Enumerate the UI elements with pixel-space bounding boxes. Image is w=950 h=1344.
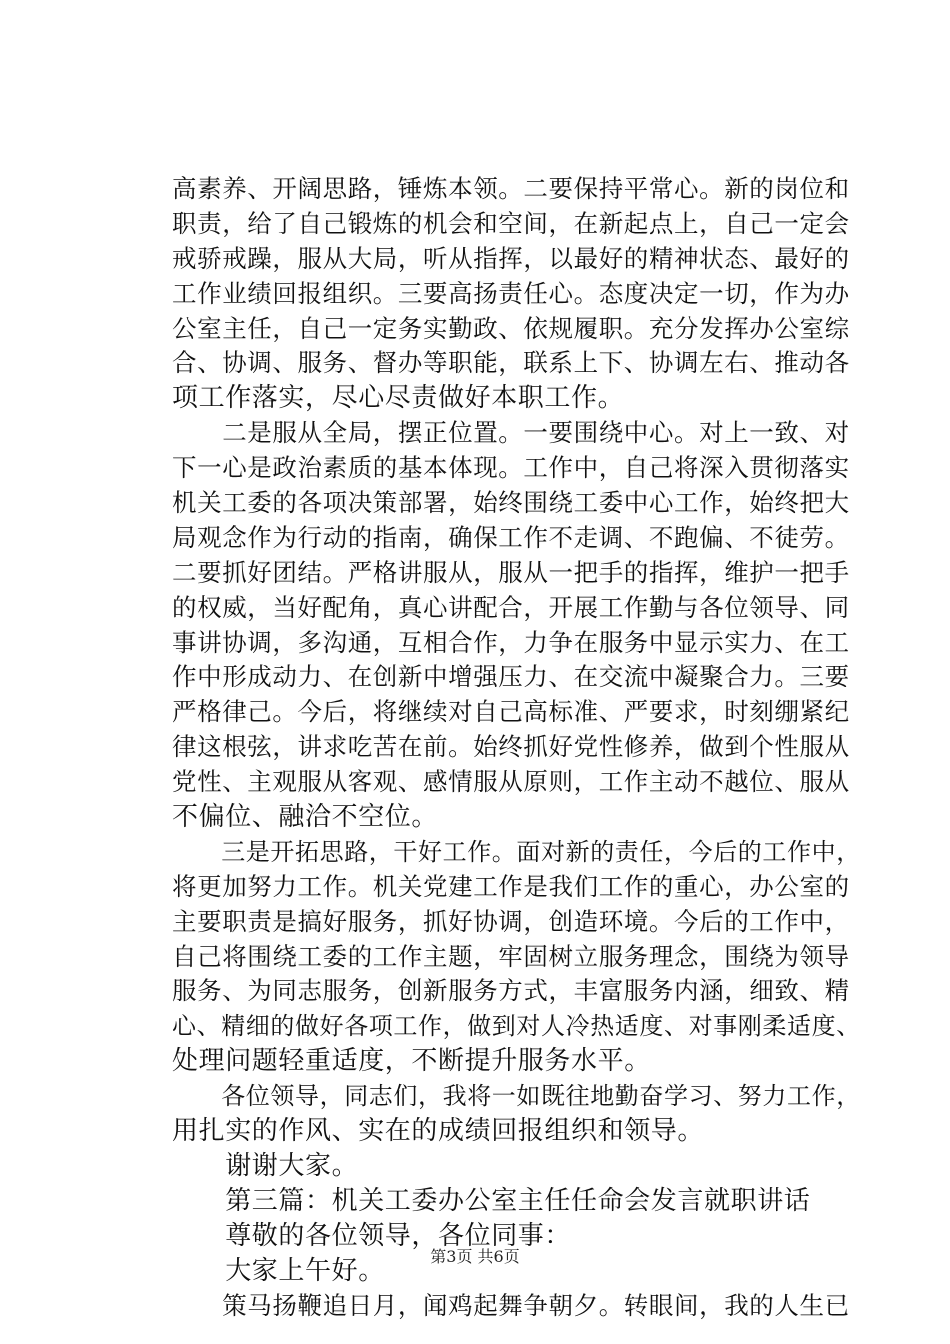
text-line: 党性、主观服从客观、感情服从原则，工作主动不越位、服从	[172, 767, 850, 797]
text-line: 心、精细的做好各项工作，做到对人冷热适度、对事刚柔适度、	[172, 1012, 861, 1041]
text-line: 严格律己。今后，将继续对自己高标准、严要求，时刻绷紧纪	[172, 697, 850, 727]
text-line: 的权威，当好配角，真心讲配合，开展工作勤与各位领导、同	[172, 592, 850, 622]
text-line: 高素养、开阔思路，锤炼本领。二要保持平常心。新的岗位和	[172, 174, 850, 203]
text-line: 三是开拓思路，干好工作。面对新的责任，今后的工作中，	[172, 837, 861, 866]
text-line: 主要职责是搞好服务，抓好协调，创造环境。今后的工作中，	[172, 906, 850, 936]
text-line: 职责，给了自己锻炼的机会和空间，在新起点上，自己一定会	[172, 208, 850, 238]
text-line: 机关工委的各项决策部署，始终围绕工委中心工作，始终把大	[172, 488, 850, 518]
text-line: 事讲协调，多沟通，互相合作，力争在服务中显示实力、在工	[172, 627, 850, 657]
text-line: 下一心是政治素质的基本体现。工作中，自己将深入贯彻落实	[172, 453, 850, 483]
text-line: 尊敬的各位领导，各位同事：	[172, 1220, 572, 1251]
text-line: 谢谢大家。	[172, 1150, 359, 1181]
section-heading: 第三篇：机关工委办公室主任任命会发言就职讲话	[172, 1185, 811, 1216]
text-line: 工作业绩回报组织。三要高扬责任心。态度决定一切，作为办	[172, 278, 850, 308]
text-line: 大家上午好。	[172, 1255, 385, 1286]
text-line: 律这根弦，讲求吃苦在前。始终抓好党性修养，做到个性服从	[172, 732, 850, 762]
text-line: 局观念作为行动的指南，确保工作不走调、不跑偏、不徒劳。	[172, 522, 850, 552]
page-number-footer: 第3页 共6页	[430, 1247, 520, 1266]
text-line: 将更加努力工作。机关党建工作是我们工作的重心，办公室的	[172, 871, 850, 901]
text-line: 项工作落实，尽心尽责做好本职工作。	[172, 383, 625, 414]
text-line: 处理问题轻重适度，不断提升服务水平。	[172, 1046, 651, 1077]
text-line: 合、协调、服务、督办等职能，联系上下、协调左右、推动各	[172, 348, 850, 378]
text-line: 策马扬鞭追日月，闻鸡起舞争朝夕。转眼间，我的人生已	[172, 1290, 850, 1320]
text-line: 公室主任，自己一定务实勤政、依规履职。充分发挥办公室综	[172, 313, 850, 343]
text-line: 二要抓好团结。严格讲服从，服从一把手的指挥，维护一把手	[172, 557, 850, 587]
text-line: 作中形成动力、在创新中增强压力、在交流中凝聚合力。三要	[172, 662, 850, 692]
text-line: 自己将围绕工委的工作主题，牢固树立服务理念，围绕为领导	[172, 941, 850, 971]
text-line: 戒骄戒躁，服从大局，听从指挥，以最好的精神状态、最好的	[172, 243, 850, 273]
text-line: 不偏位、融洽不空位。	[172, 802, 439, 833]
document-body	[172, 172, 862, 1323]
text-line: 用扎实的作风、实在的成绩回报组织和领导。	[172, 1116, 705, 1147]
text-line: 服务、为同志服务，创新服务方式，丰富服务内涵，细致、精	[172, 976, 850, 1006]
text-line: 二是服从全局，摆正位置。一要围绕中心。对上一致、对	[172, 418, 850, 448]
text-line: 各位领导，同志们，我将一如既往地勤奋学习、努力工作，	[172, 1082, 861, 1111]
